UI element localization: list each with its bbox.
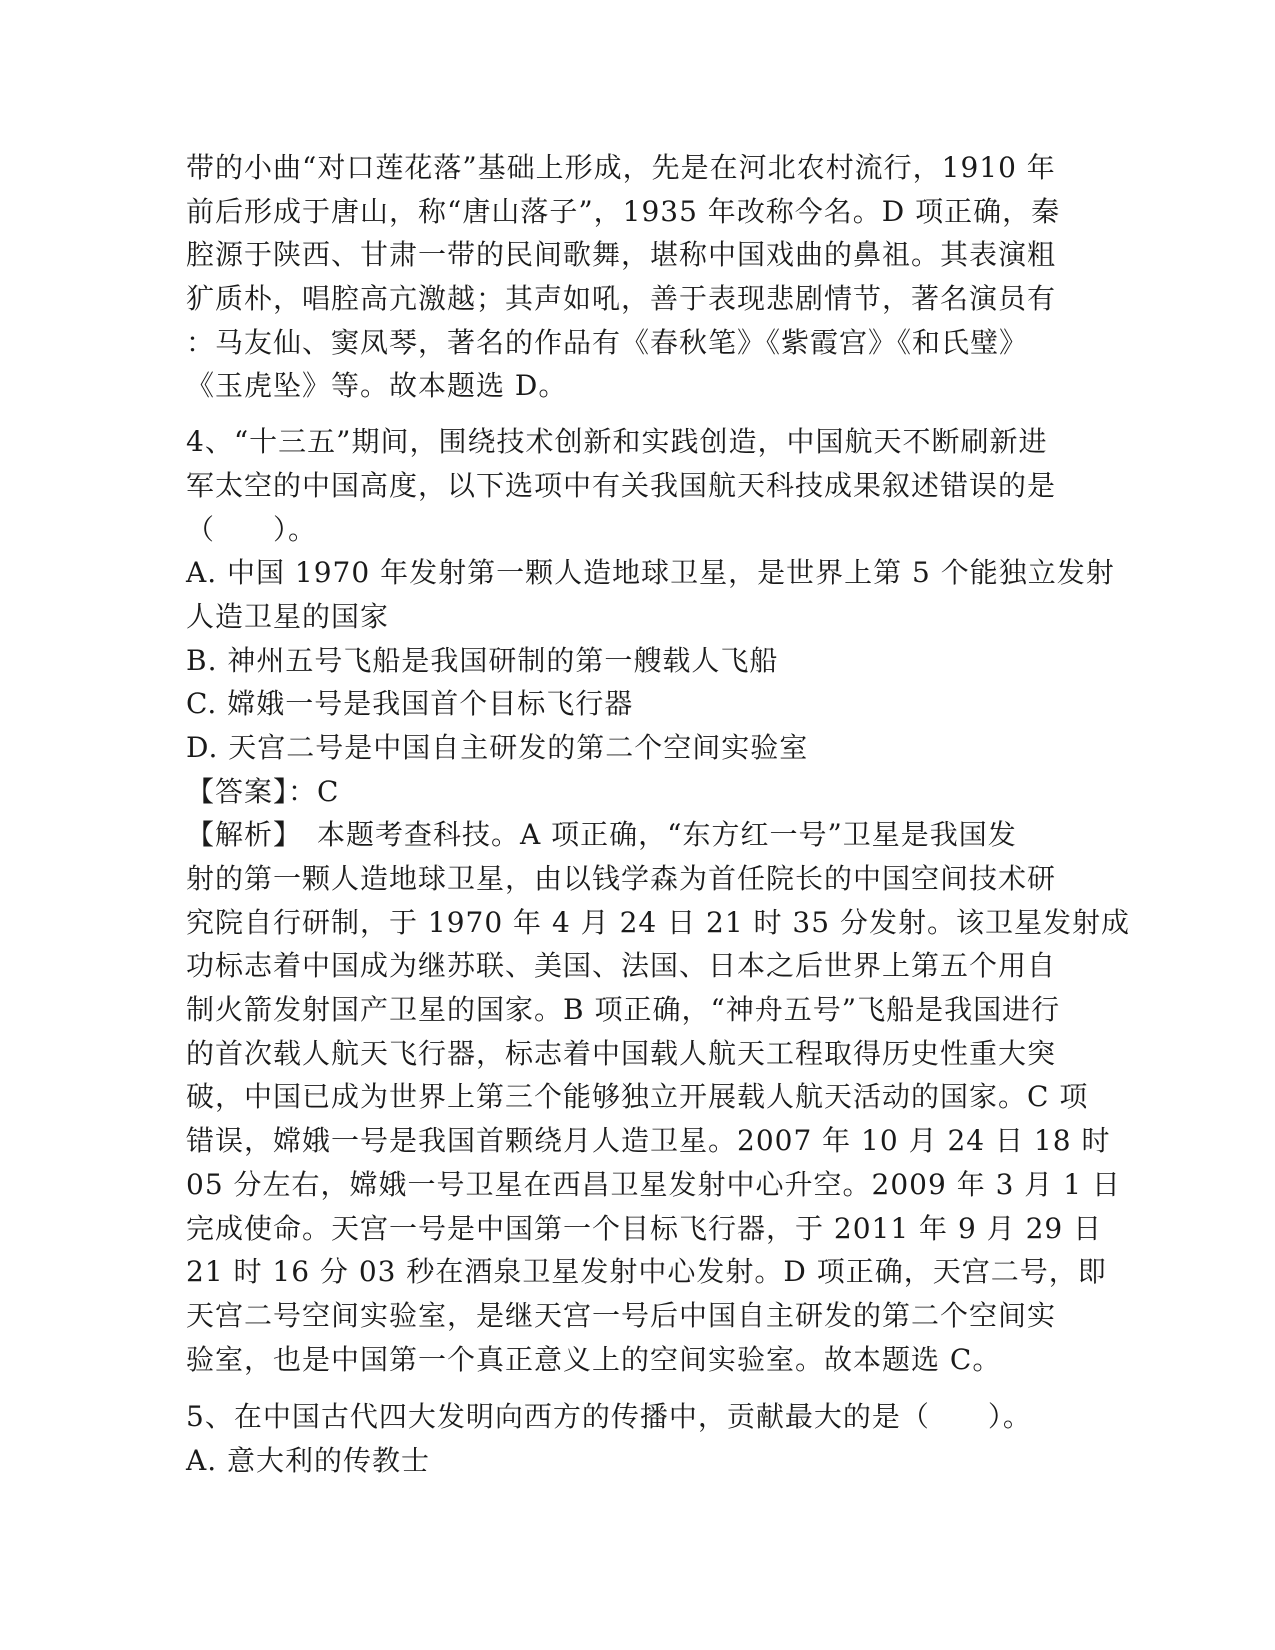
text-line: 腔源于陕西、甘肃一带的民间歌舞，堪称中国戏曲的鼻祖。其表演粗 (186, 238, 1057, 272)
analysis (186, 813, 1130, 1381)
text-line: 射的第一颗人造地球卫星，由以钱学森为首任院长的中国空间技术研 (186, 862, 1057, 895)
text-line: 究院自行研制，于 1970 年 4 月 24 日 21 时 35 分发射。该卫星发射成 (186, 905, 1130, 939)
text-line: 军太空的中国高度，以下选项中有关我国航天科技成果叙述错误的是 (186, 468, 1057, 502)
option-a: A. 意大利的传教士 (186, 1443, 431, 1477)
text-line: 4、“十三五”期间，围绕技术创新和实践创造，中国航天不断刷新进 (186, 425, 1048, 459)
question-stem (186, 420, 1086, 551)
text-line: 破，中国已成为世界上第三个能够独立开展载人航天活动的国家。C 项 (186, 1080, 1089, 1114)
text-line: 犷质朴，唱腔高亢激越；其声如吼，善于表现悲剧情节，著名演员有 (186, 282, 1057, 316)
previous-analysis-tail (186, 146, 1086, 408)
text-line: 05 分左右，嫦娥一号卫星在西昌卫星发射中心升空。2009 年 3 月 1 日 (186, 1167, 1121, 1201)
text-line: 带的小曲“对口莲花落”基础上形成，先是在河北农村流行，1910 年 (186, 151, 1056, 184)
text-line: A. 中国 1970 年发射第一颗人造地球卫星，是世界上第 5 个能独立发射 (186, 556, 1115, 590)
text-line: 21 时 16 分 03 秒在酒泉卫星发射中心发射。D 项正确，天宫二号，即 (186, 1255, 1107, 1289)
option-d: D. 天宫二号是中国自主研发的第二个空间实验室 (186, 730, 809, 764)
text-line: 前后形成于唐山，称“唐山落子”，1935 年改称今名。D 项正确，秦 (186, 194, 1061, 228)
text-line: 人造卫星的国家 (186, 599, 390, 633)
text-line: 【解析】 本题考查科技。A 项正确，“东方红一号”卫星是我国发 (186, 818, 1017, 852)
text-line: 的首次载人航天飞行器，标志着中国载人航天工程取得历史性重大突 (186, 1036, 1057, 1070)
text-line: 验室，也是中国第一个真正意义上的空间实验室。故本题选 C。 (186, 1342, 1002, 1376)
question-5 (186, 1395, 1086, 1482)
question-stem: 5、在中国古代四大发明向西方的传播中，贡献最大的是（ ）。 (186, 1400, 1032, 1434)
option-c: C. 嫦娥一号是我国首个目标飞行器 (186, 687, 634, 721)
question-4 (186, 420, 1130, 1381)
text-line: 制火箭发射国产卫星的国家。B 项正确，“神舟五号”飞船是我国进行 (186, 993, 1061, 1027)
text-line: （ ）。 (186, 512, 318, 546)
text-line: ：马友仙、窦凤琴，著名的作品有《春秋笔》《紫霞宫》《和氏璧》 (186, 325, 1029, 359)
text-line: 《玉虎坠》等。故本题选 D。 (186, 369, 568, 403)
text-line: 功标志着中国成为继苏联、美国、法国、日本之后世界上第五个用自 (186, 949, 1057, 983)
option-a (186, 551, 1115, 638)
option-b: B. 神州五号飞船是我国研制的第一艘载人飞船 (186, 643, 779, 677)
text-line: 天宫二号空间实验室，是继天宫一号后中国自主研发的第二个空间实 (186, 1298, 1057, 1332)
document-page (186, 146, 1130, 1483)
answer-line: 【答案】：C (186, 774, 340, 808)
text-line: 完成使命。天宫一号是中国第一个目标飞行器，于 2011 年 9 月 29 日 (186, 1211, 1103, 1245)
text-line: 错误，嫦娥一号是我国首颗绕月人造卫星。2007 年 10 月 24 日 18 时 (186, 1124, 1111, 1158)
